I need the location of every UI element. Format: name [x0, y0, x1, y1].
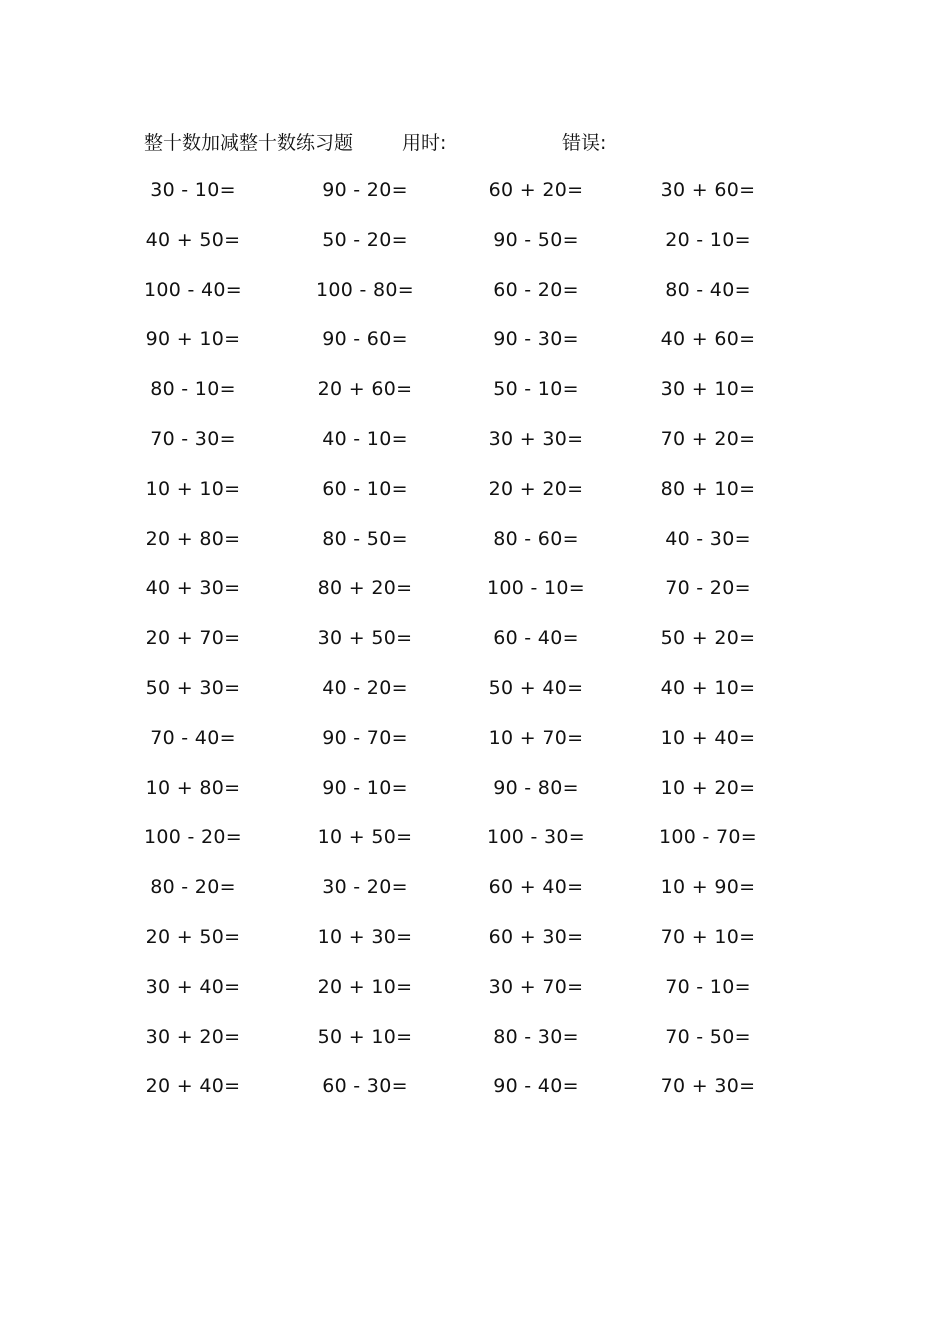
problem-item: 30 + 10= [660, 378, 756, 401]
problem-item: 50 - 10= [493, 378, 579, 401]
problem-row [0, 673, 950, 723]
problem-item: 100 - 20= [144, 826, 242, 849]
problem-row [0, 324, 950, 374]
problem-item: 50 + 30= [145, 676, 241, 699]
problem-item: 10 + 40= [660, 726, 756, 749]
problem-item: 90 - 30= [493, 328, 579, 351]
problem-item: 50 + 20= [660, 627, 756, 650]
problem-item: 20 + 40= [145, 1075, 241, 1098]
problem-item: 80 - 50= [322, 527, 408, 550]
problem-item: 80 + 10= [660, 477, 756, 500]
problem-item: 20 + 60= [317, 378, 413, 401]
problem-item: 70 + 10= [660, 925, 756, 948]
problem-row [0, 524, 950, 574]
errors-label: 错误: [562, 132, 607, 154]
problem-item: 10 + 50= [317, 826, 413, 849]
problem-item: 20 + 80= [145, 527, 241, 550]
problem-item: 100 - 70= [659, 826, 757, 849]
problem-item: 70 + 30= [660, 1075, 756, 1098]
problem-row [0, 922, 950, 972]
problem-row [0, 1022, 950, 1072]
problem-item: 30 + 50= [317, 627, 413, 650]
problem-item: 90 + 10= [145, 328, 241, 351]
problem-item: 70 - 40= [150, 726, 236, 749]
problem-item: 40 + 30= [145, 577, 241, 600]
problem-item: 70 - 20= [665, 577, 751, 600]
problem-item: 70 - 10= [665, 975, 751, 998]
problem-item: 60 + 40= [488, 876, 584, 899]
problem-item: 60 - 10= [322, 477, 408, 500]
problem-item: 10 + 70= [488, 726, 584, 749]
problem-item: 90 - 80= [493, 776, 579, 799]
problem-item: 20 + 70= [145, 627, 241, 650]
problem-item: 30 + 20= [145, 1025, 241, 1048]
problem-item: 10 + 90= [660, 876, 756, 899]
problem-row [0, 822, 950, 872]
problem-item: 10 + 80= [145, 776, 241, 799]
time-used-label: 用时: [402, 132, 447, 154]
problem-item: 100 - 80= [316, 278, 414, 301]
problem-item: 30 - 20= [322, 876, 408, 899]
problem-item: 30 + 60= [660, 179, 756, 201]
problem-item: 90 - 10= [322, 776, 408, 799]
problem-row [0, 225, 950, 275]
problem-item: 60 + 20= [488, 179, 584, 201]
problem-item: 100 - 40= [144, 278, 242, 301]
problem-item: 10 + 10= [145, 477, 241, 500]
problem-item: 80 - 30= [493, 1025, 579, 1048]
problem-row [0, 275, 950, 325]
problem-row [0, 573, 950, 623]
problem-item: 30 + 30= [488, 427, 584, 450]
problem-item: 10 + 20= [660, 776, 756, 799]
problem-item: 80 - 20= [150, 876, 236, 899]
problem-row [0, 374, 950, 424]
problem-row [0, 424, 950, 474]
problem-item: 90 - 40= [493, 1075, 579, 1098]
worksheet-title: 整十数加减整十数练习题 [144, 132, 354, 154]
problem-item: 70 + 20= [660, 427, 756, 450]
problem-item: 80 + 20= [317, 577, 413, 600]
problem-row [0, 723, 950, 773]
problem-item: 40 - 20= [322, 676, 408, 699]
problem-item: 40 + 50= [145, 228, 241, 251]
problem-item: 30 - 10= [150, 179, 236, 201]
problem-item: 90 - 50= [493, 228, 579, 251]
problem-item: 40 + 10= [660, 676, 756, 699]
problem-item: 60 + 30= [488, 925, 584, 948]
problem-item: 70 - 50= [665, 1025, 751, 1048]
problem-item: 50 + 10= [317, 1025, 413, 1048]
problem-item: 100 - 10= [487, 577, 585, 600]
problem-row [0, 773, 950, 823]
problem-item: 100 - 30= [487, 826, 585, 849]
problem-row [0, 1071, 950, 1121]
problem-item: 60 - 30= [322, 1075, 408, 1098]
problem-item: 10 + 30= [317, 925, 413, 948]
problem-grid [0, 175, 950, 1121]
problem-row [0, 623, 950, 673]
problem-item: 60 - 20= [493, 278, 579, 301]
problem-item: 60 - 40= [493, 627, 579, 650]
problem-item: 40 + 60= [660, 328, 756, 351]
problem-item: 30 + 70= [488, 975, 584, 998]
problem-item: 80 - 10= [150, 378, 236, 401]
problem-item: 70 - 30= [150, 427, 236, 450]
problem-item: 40 - 30= [665, 527, 751, 550]
problem-item: 80 - 40= [665, 278, 751, 301]
problem-item: 90 - 60= [322, 328, 408, 351]
problem-item: 90 - 20= [322, 179, 408, 201]
problem-row [0, 474, 950, 524]
problem-item: 50 - 20= [322, 228, 408, 251]
problem-item: 20 + 20= [488, 477, 584, 500]
problem-item: 20 + 10= [317, 975, 413, 998]
problem-row [0, 175, 950, 225]
problem-item: 20 - 10= [665, 228, 751, 251]
problem-item: 50 + 40= [488, 676, 584, 699]
problem-item: 80 - 60= [493, 527, 579, 550]
problem-item: 30 + 40= [145, 975, 241, 998]
problem-row [0, 872, 950, 922]
problem-item: 90 - 70= [322, 726, 408, 749]
problem-item: 40 - 10= [322, 427, 408, 450]
problem-item: 20 + 50= [145, 925, 241, 948]
problem-row [0, 972, 950, 1022]
